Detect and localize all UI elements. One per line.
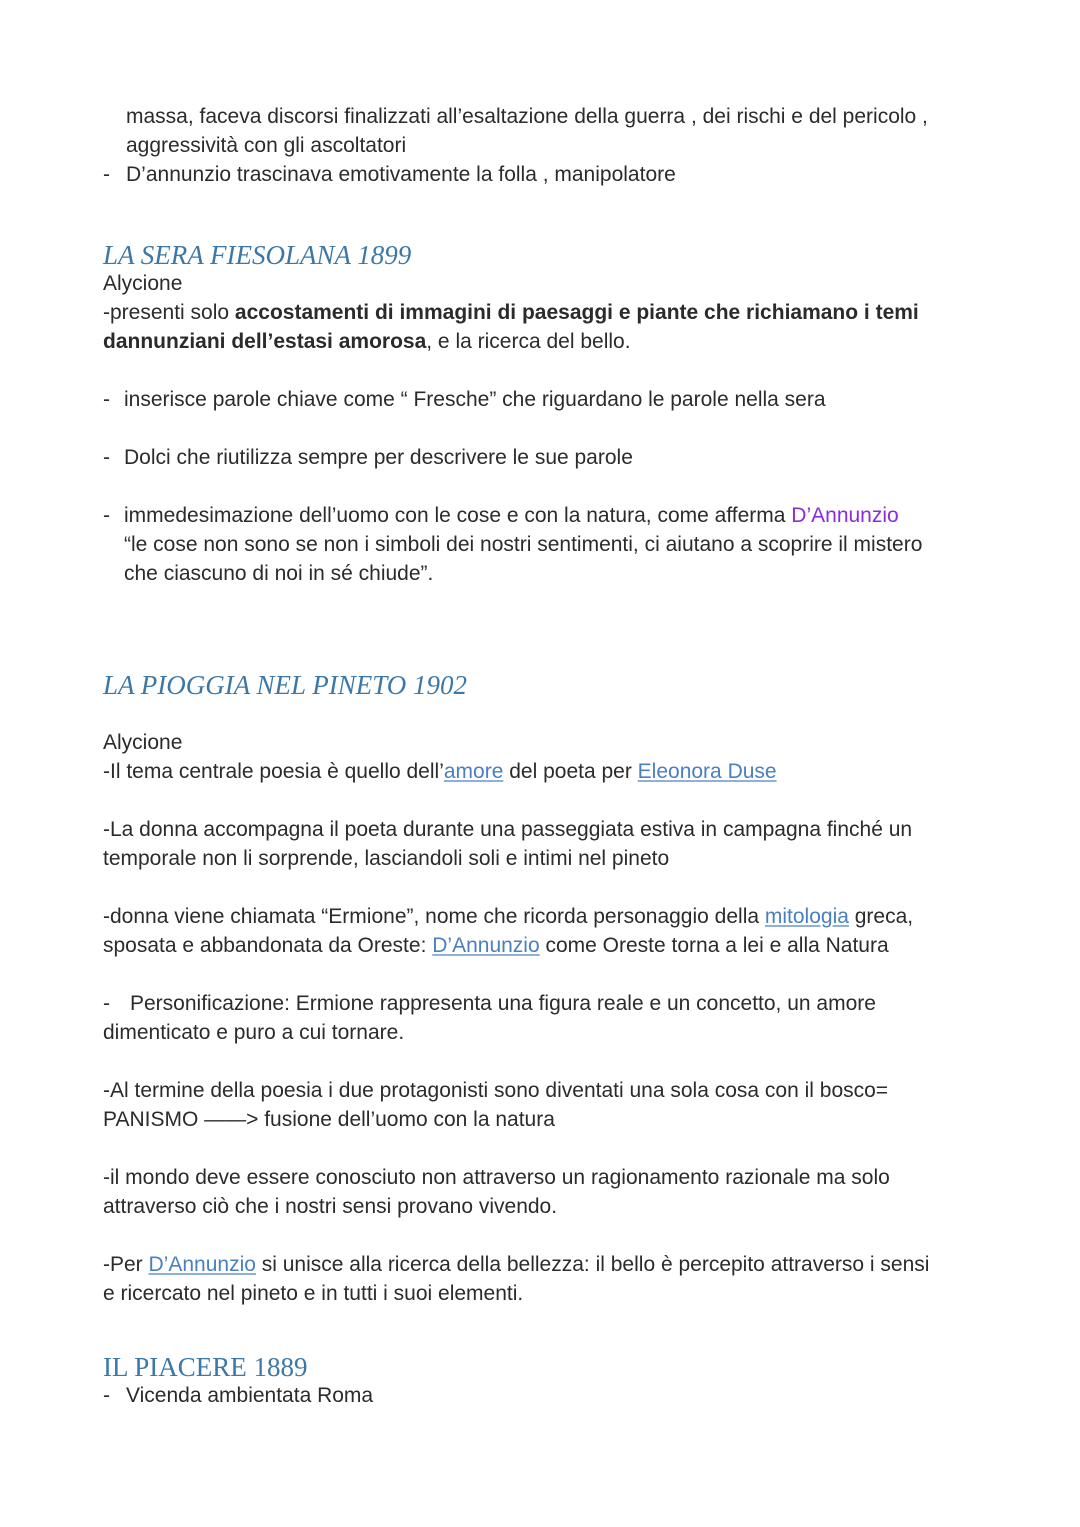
text-span: -donna viene chiamata “Ermione”, nome che ricorda personaggio della	[103, 905, 765, 928]
paragraph-line	[103, 902, 913, 931]
paragraph-line: Personificazione: Ermione rappresenta una figura reale e un concetto, un amore	[130, 992, 876, 1015]
text-span: -Il tema centrale poesia è quello dell’	[103, 760, 444, 783]
paragraph-line	[103, 327, 631, 356]
bold-span: accostamenti di immagini di paesaggi e piante che richiamano i temi	[234, 301, 919, 324]
bold-span: dannunziani dell’estasi amorosa	[103, 330, 427, 353]
bullet-text: D’annunzio trascinava emotivamente la folla , manipolatore	[126, 163, 676, 186]
bullet-text: inserisce parole chiave come “ Fresche” che riguardano le parole nella sera	[124, 388, 826, 411]
paragraph-line: temporale non li sorprende, lasciandoli soli e intimi nel pineto	[103, 847, 670, 870]
link-eleonora-duse[interactable]: Eleonora Duse	[637, 760, 777, 783]
text-span: sposata e abbandonata da Oreste:	[103, 934, 433, 957]
bullet-dash: -	[103, 388, 110, 411]
text-span: come Oreste torna a lei e alla Natura	[539, 934, 889, 957]
bullet-dash: -	[103, 504, 110, 527]
text-span: -presenti solo	[103, 301, 235, 324]
paragraph-line: PANISMO ——> fusione dell’uomo con la natura	[103, 1108, 555, 1131]
paragraph-line: -La donna accompagna il poeta durante una passeggiata estiva in campagna finché un	[103, 818, 913, 841]
paragraph-line: -Al termine della poesia i due protagonisti sono diventati una sola cosa con il bosco=	[103, 1079, 889, 1102]
text-span: -Per	[103, 1253, 149, 1276]
paragraph-line: attraverso ciò che i nostri sensi provano vivendo.	[103, 1195, 558, 1218]
section-heading-pioggia: LA PIOGGIA NEL PINETO 1902	[103, 670, 468, 700]
bullet-dash: -	[103, 992, 110, 1015]
paragraph-line	[103, 757, 777, 786]
text-span: del poeta per	[503, 760, 638, 783]
author-name: D’Annunzio	[791, 504, 899, 527]
bullet-text: Vicenda ambientata Roma	[126, 1384, 374, 1407]
collection-label: Alycione	[103, 272, 183, 295]
text-span: greca,	[848, 905, 914, 928]
bullet-dash: -	[103, 1384, 110, 1407]
collection-label: Alycione	[103, 731, 183, 754]
bullet-text	[124, 501, 899, 530]
bullet-dash: -	[103, 446, 110, 469]
paragraph-line: dimenticato e puro a cui tornare.	[103, 1021, 405, 1044]
bullet-dash: -	[103, 163, 110, 186]
section-heading-piacere: IL PIACERE 1889	[103, 1352, 308, 1382]
bullet-text: Dolci che riutilizza sempre per descrivere le sue parole	[124, 446, 633, 469]
paragraph-line: e ricercato nel pineto e in tutti i suoi elementi.	[103, 1282, 524, 1305]
link-amore[interactable]: amore	[443, 760, 504, 783]
section-heading-sera: LA SERA FIESOLANA 1899	[103, 240, 412, 270]
text-span: si unisce alla ricerca della bellezza: il bello è percepito attraverso i sensi	[255, 1253, 930, 1276]
quote-line: che ciascuno di noi in sé chiude”.	[124, 562, 434, 585]
paragraph-line	[103, 1250, 929, 1279]
quote-line: “le cose non sono se non i simboli dei nostri sentimenti, ci aiutano a scoprire il mistero	[124, 533, 923, 556]
paragraph-line	[103, 931, 889, 960]
link-mitologia[interactable]: mitologia	[764, 905, 849, 928]
text-span: , e la ricerca del bello.	[426, 330, 631, 353]
text-line: aggressività con gli ascoltatori	[126, 134, 407, 157]
text-line: massa, faceva discorsi finalizzati all’esaltazione della guerra , dei rischi e del pericolo ,	[126, 105, 928, 128]
paragraph-line	[103, 298, 919, 327]
link-dannunzio[interactable]: D’Annunzio	[148, 1253, 256, 1276]
text-span: immedesimazione dell’uomo con le cose e con la natura, come afferma	[124, 504, 792, 527]
paragraph-line: -il mondo deve essere conosciuto non attraverso un ragionamento razionale ma solo	[103, 1166, 890, 1189]
link-dannunzio[interactable]: D’Annunzio	[432, 934, 540, 957]
